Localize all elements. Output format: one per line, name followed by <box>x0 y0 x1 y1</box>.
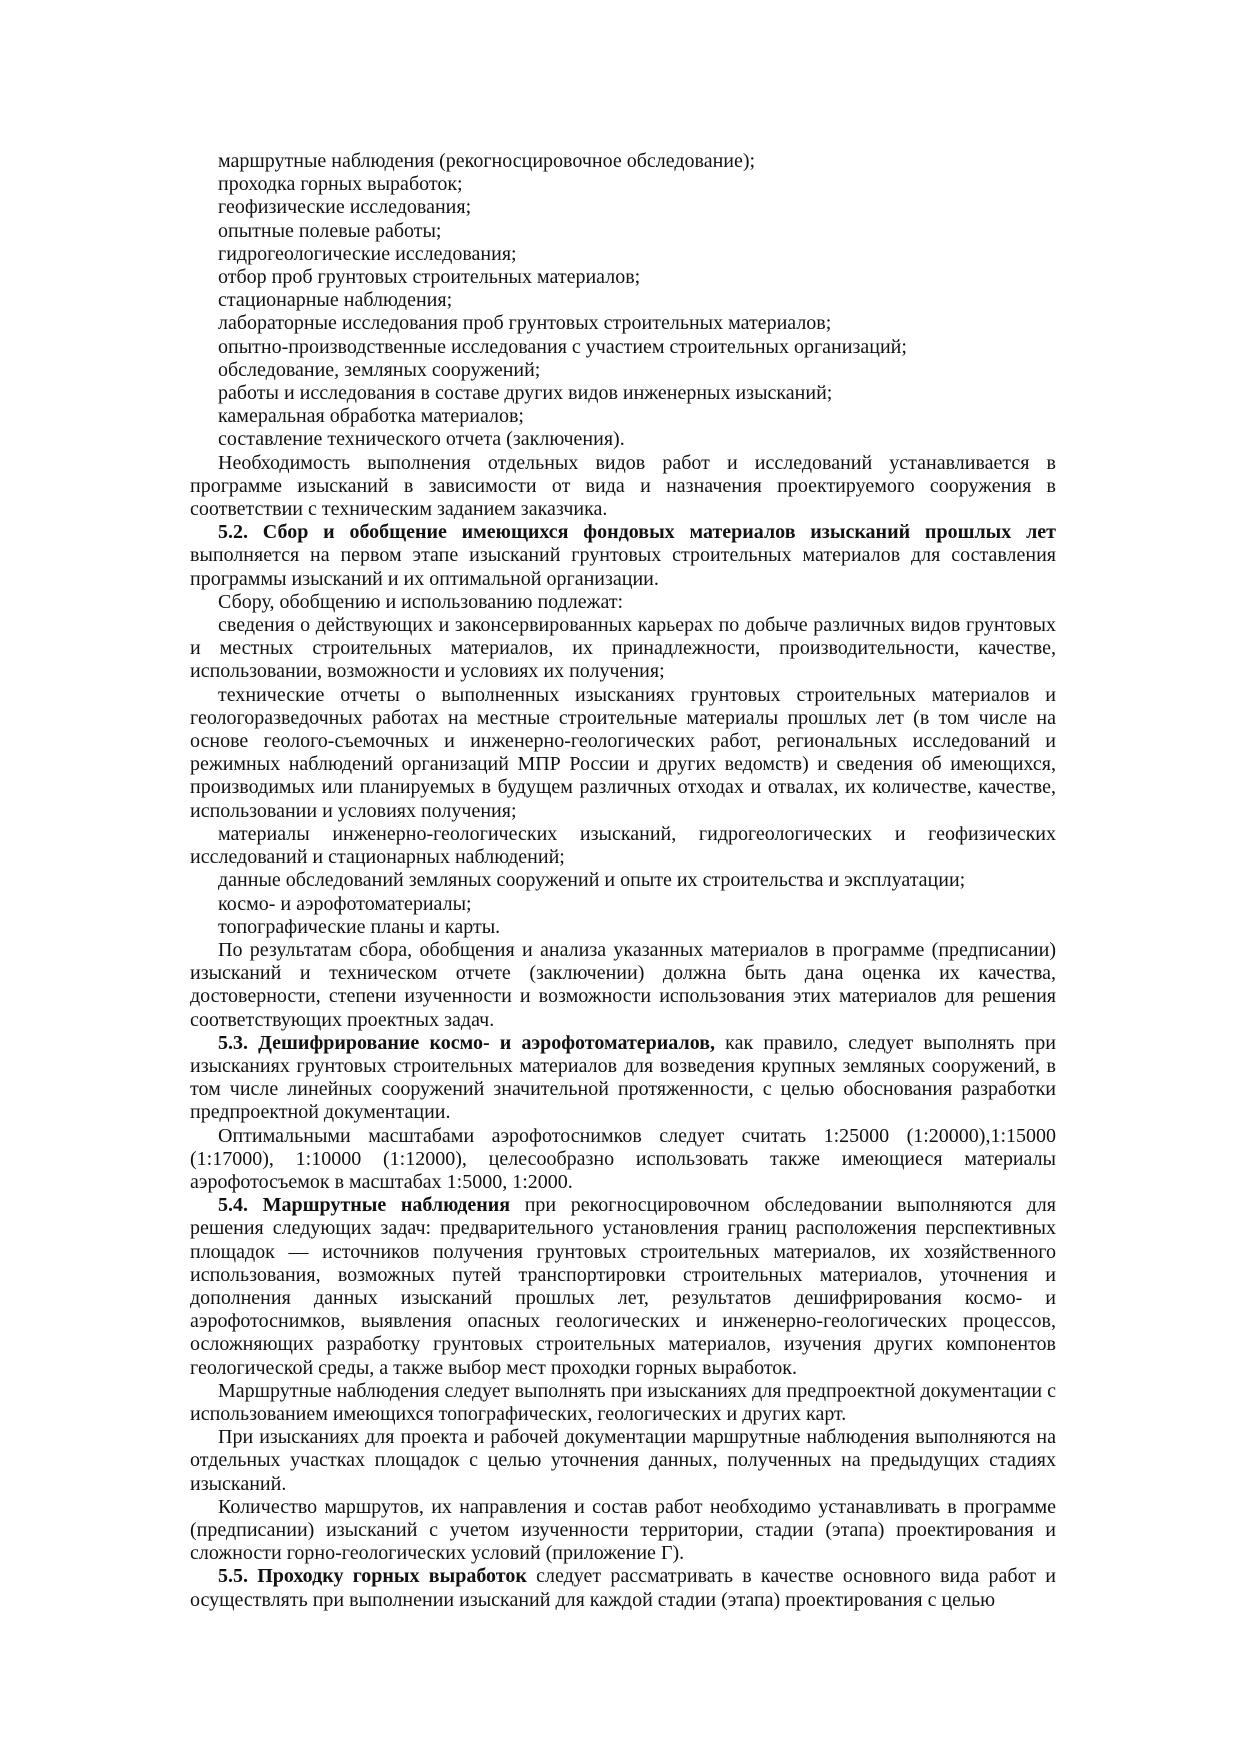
list-item: камеральная обработка материалов; <box>218 405 524 428</box>
document-page <box>190 150 1056 1612</box>
list-item: отбор проб грунтовых строительных материалов; <box>218 266 641 289</box>
list-item: опытно-производственные исследования с участием строительных организаций; <box>218 335 907 358</box>
paragraph-quarries: сведения о действующих и законсервированных карьерах по добыче различных видов грунтовых и местных строительных материалов, их принадлежности, производительности, качестве, использовании, возможности и условиях их получения; <box>190 614 1056 683</box>
list-item: лабораторные исследования проб грунтовых строительных материалов; <box>218 312 832 335</box>
section-5-2 <box>190 521 1056 591</box>
paragraph-reports: технические отчеты о выполненных изысканиях грунтовых строительных материалов и геологоразведочных работах на местные строительные материалы прошлых лет (в том числе на основе геолого-съемочных и инженерно-геологических работ, региональных исследований и режимных наблюдений организаций МПР России и других ведомств) и сведения об имеющихся, производимых или планируемых в будущем различных отходах и отвалах, их количестве, качестве, использовании и условиях получения; <box>190 683 1056 822</box>
list-item: данные обследований земляных сооружений и опыте их строительства и эксплуатации; <box>218 869 966 892</box>
paragraph-route-project: При изысканиях для проекта и рабочей документации маршрутные наблюдения выполняются на отдельных участках площадок с целью уточнения данных, полученных на предыдущих стадиях изысканий. <box>190 1426 1056 1495</box>
section-5-4-heading: 5.4. Маршрутные наблюдения <box>218 1194 511 1217</box>
paragraph-route-count: Количество маршрутов, их направления и состав работ необходимо устанавливать в программе (предписании) изысканий с учетом изученности территории, стадии (этапа) проектирования и сложности горно-геологических условий (приложение Г). <box>190 1495 1056 1565</box>
paragraph-scales: Оптимальными масштабами аэрофотоснимков следует считать 1:25000 (1:20000),1:15000 (1:17000), 1:10000 (1:12000), целесообразно использовать также имеющиеся материалы аэрофотосъемок в масштабах 1:5000, 1:2000. <box>190 1124 1056 1193</box>
list-item: топографические планы и карты. <box>218 915 501 938</box>
section-5-2-heading: 5.2. Сбор и обобщение имеющихся фондовых материалов изысканий прошлых лет <box>218 521 1056 544</box>
section-5-5-heading: 5.5. Проходку горных выработок <box>218 1565 527 1588</box>
list-item: маршрутные наблюдения (рекогносцировочное обследование); <box>218 150 756 172</box>
section-5-3-heading: 5.3. Дешифрирование космо- и аэрофотоматериалов, <box>218 1031 715 1054</box>
section-5-4-text: при рекогносцировочном обследовании выполняются для решения следующих задач: предварительного установления границ расположения перспективных площадок — источников получения грунтовых строительных материалов, их хозяйственного использования, возможных путей транспортировки строительных материалов, уточнения и дополнения данных изысканий прошлых лет, результатов дешифрирования космо- и аэрофотоснимков, выявления опасных геологических и инженерно-геологических процессов, осложняющих разработку грунтовых строительных материалов, изучения других компонентов геологической среды, а также выбор мест проходки горных выработок. <box>190 1194 1056 1379</box>
section-5-5-text: следует рассматривать в качестве основного вида работ и осуществлять при выполнении изысканий для каждой стадии (этапа) проектирования с целью <box>190 1565 1056 1611</box>
list-item: составление технического отчета (заключения). <box>218 428 625 451</box>
list-item: стационарные наблюдения; <box>218 289 453 312</box>
list-item: проходка горных выработок; <box>218 173 463 196</box>
list-item: опытные полевые работы; <box>218 219 442 242</box>
paragraph-route-preproject: Маршрутные наблюдения следует выполнять при изысканиях для предпроектной документации с использованием имеющихся топографических, геологических и других карт. <box>190 1379 1056 1425</box>
paragraph-collect-intro: Сбору, обобщению и использованию подлежат: <box>218 590 624 613</box>
paragraph-results: По результатам сбора, обобщения и анализа указанных материалов в программе (предписании) изысканий и техническом отчете (заключении) должна быть дана оценка их качества, достоверности, степени изученности и возможности использования этих материалов для решения соответствующих проектных задач. <box>190 938 1056 1031</box>
section-5-5 <box>190 1565 1056 1611</box>
section-5-4 <box>190 1194 1056 1380</box>
section-5-3 <box>190 1032 1056 1125</box>
list-item: геофизические исследования; <box>218 196 472 219</box>
list-item: работы и исследования в составе других видов инженерных изысканий; <box>218 382 833 405</box>
list-item: гидрогеологические исследования; <box>218 242 517 265</box>
list-item: космо- и аэрофотоматериалы; <box>218 892 472 915</box>
paragraph-necessity: Необходимость выполнения отдельных видов работ и исследований устанавливается в программе изысканий в зависимости от вида и назначения проектируемого сооружения в соответствии с техническим заданием заказчика. <box>190 451 1056 521</box>
section-5-2-text: выполняется на первом этапе изысканий грунтовых строительных материалов для составления программы изысканий и их оптимальной организации. <box>190 544 1056 590</box>
paragraph-materials: материалы инженерно-геологических изысканий, гидрогеологических и геофизических исследований и стационарных наблюдений; <box>190 822 1056 869</box>
section-5-3-text: как правило, следует выполнять при изысканиях грунтовых строительных материалов для возведения крупных земляных сооружений, в том числе линейных сооружений значительной протяженности, с целью обоснования разработки предпроектной документации. <box>190 1031 1057 1124</box>
list-item: обследование, земляных сооружений; <box>218 358 541 381</box>
